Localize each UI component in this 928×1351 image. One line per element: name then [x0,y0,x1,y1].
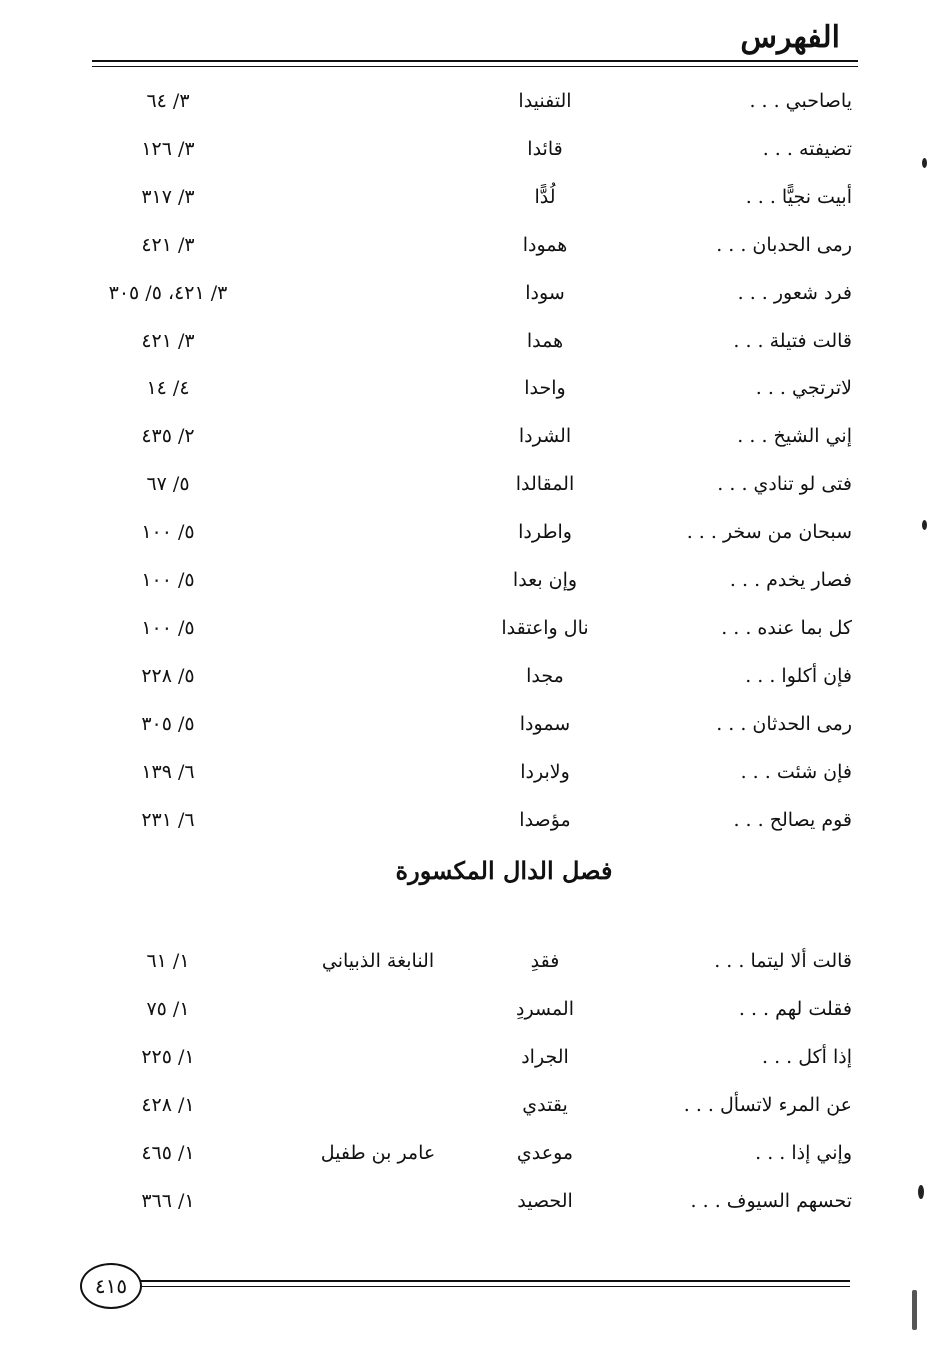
verse-cell: فصار يخدم . . . [729,569,852,591]
reference-cell: ٣/ ٤٢١ [141,329,195,352]
verse-cell: فرد شعور . . . [737,281,852,304]
verse-cell: تحسهم السيوف . . . [690,1190,852,1212]
verse-cell: فإن شئت . . . [740,760,852,783]
rhyme-cell: وإن بعدا [512,569,578,591]
index-row [0,1040,928,1074]
verse-cell: رمى الحدثان . . . [716,712,852,735]
index-row [0,611,928,645]
rhyme-cell: لُدًّا [534,185,556,208]
index-row [0,563,928,597]
index-row [0,803,928,837]
footer-rule-bottom [140,1286,850,1287]
reference-cell: ٥/ ١٠٠ [141,616,195,639]
verse-cell: وإني إذا . . . [755,1142,852,1164]
reference-cell: ٦/ ٢٣١ [141,808,195,831]
rhyme-cell: ولابردا [520,760,570,783]
reference-cell: ١/ ٦١ [146,950,190,972]
index-row [0,755,928,789]
reference-cell: ٣/ ١٢٦ [141,137,195,160]
rhyme-cell: التفنيدا [518,90,572,112]
index-row [0,1136,928,1170]
rhyme-cell: نال واعتقدا [501,616,589,639]
reference-cell: ١/ ٢٢٥ [141,1046,195,1068]
rhyme-cell: واطردا [518,521,572,544]
reference-cell: ٢/ ٤٣٥ [141,425,195,448]
page-header-title: الفهرس [740,20,840,55]
rhyme-cell: الحصيد [517,1190,573,1212]
verse-cell: فقلت لهم . . . [738,998,852,1020]
reference-cell: ٣/ ٤٢١ [141,233,195,256]
rhyme-cell: فقدِ [530,950,560,972]
rhyme-cell: همدا [526,329,564,352]
index-row [0,515,928,549]
rhyme-cell: سودا [525,281,565,304]
reference-cell: ٥/ ٣٠٥ [141,712,195,735]
index-row [0,180,928,214]
header-rule-bottom [92,66,858,67]
section-title: فصل الدال المكسورة [395,856,613,885]
index-row [0,84,928,118]
reference-cell: ٣/ ٦٤ [146,90,190,112]
page-number-text: ٤١٥ [94,1274,128,1298]
verse-cell: لاترتجي . . . [755,377,852,400]
rhyme-cell: المقالدا [515,473,575,496]
index-row [0,707,928,741]
index-row [0,132,928,166]
verse-cell: أبيت نجيًّا . . . [745,185,852,208]
verse-cell: قالت فتيلة . . . [733,329,852,352]
verse-cell: إذا أكل . . . [761,1046,852,1068]
verse-cell: كل بما عنده . . . [721,616,852,639]
verse-cell: عن المرء لاتسأل . . . [683,1094,852,1116]
reference-cell: ٣/ ٣١٧ [141,185,195,208]
verse-cell: إني الشيخ . . . [737,425,852,448]
verse-cell: فإن أكلوا . . . [745,664,852,687]
index-row [0,944,928,978]
rhyme-cell: الجراد [521,1046,569,1068]
verse-cell: فتى لو تنادي . . . [717,473,852,496]
rhyme-cell: سمودا [519,712,571,735]
rhyme-cell: واحدا [524,377,566,400]
index-row [0,1184,928,1218]
index-row [0,419,928,453]
index-row [0,276,928,310]
verse-cell: قالت ألا ليتما . . . [714,950,852,972]
rhyme-cell: قائدا [527,137,563,160]
rhyme-cell: مجدا [526,664,564,687]
reference-cell: ٤/ ١٤ [146,377,190,400]
reference-cell: ١/ ٣٦٦ [141,1190,195,1212]
reference-cell: ٥/ ٦٧ [146,473,190,496]
page-number [80,1263,142,1309]
index-row [0,324,928,358]
index-row [0,228,928,262]
rhyme-cell: موعدي [516,1142,574,1164]
index-row [0,1088,928,1122]
scan-speck [918,1185,924,1199]
reference-cell: ٣/ ٤٢١، ٥/ ٣٠٥ [108,281,228,304]
footer-rule-top [140,1280,850,1282]
rhyme-cell: مؤصدا [519,808,571,831]
reference-cell: ٥/ ١٠٠ [141,521,195,544]
scan-speck [922,158,927,168]
reference-cell: ٥/ ١٠٠ [141,569,195,591]
reference-cell: ٦/ ١٣٩ [141,760,195,783]
verse-cell: سبحان من سخر . . . [686,521,852,544]
index-row [0,371,928,405]
reference-cell: ١/ ٤٦٥ [141,1142,195,1164]
rhyme-cell: الشردا [518,425,572,448]
reference-cell: ٥/ ٢٢٨ [141,664,195,687]
index-row [0,992,928,1026]
index-row [0,659,928,693]
scan-speck [912,1290,917,1330]
poet-cell: عامر بن طفيل [320,1142,436,1164]
verse-cell: تضيفته . . . [762,137,852,160]
verse-cell: رمى الحدبان . . . [716,233,852,256]
header-rule-top [92,60,858,62]
poet-cell: النابغة الذبياني [321,950,435,972]
verse-cell: ياصاحبي . . . [749,90,852,112]
rhyme-cell: يقتدي [522,1094,568,1116]
reference-cell: ١/ ٧٥ [146,998,190,1020]
verse-cell: قوم يصالح . . . [733,808,852,831]
rhyme-cell: المسردِ [516,998,574,1020]
scan-speck [922,520,927,530]
reference-cell: ١/ ٤٢٨ [141,1094,195,1116]
rhyme-cell: همودا [522,233,568,256]
index-row [0,467,928,501]
